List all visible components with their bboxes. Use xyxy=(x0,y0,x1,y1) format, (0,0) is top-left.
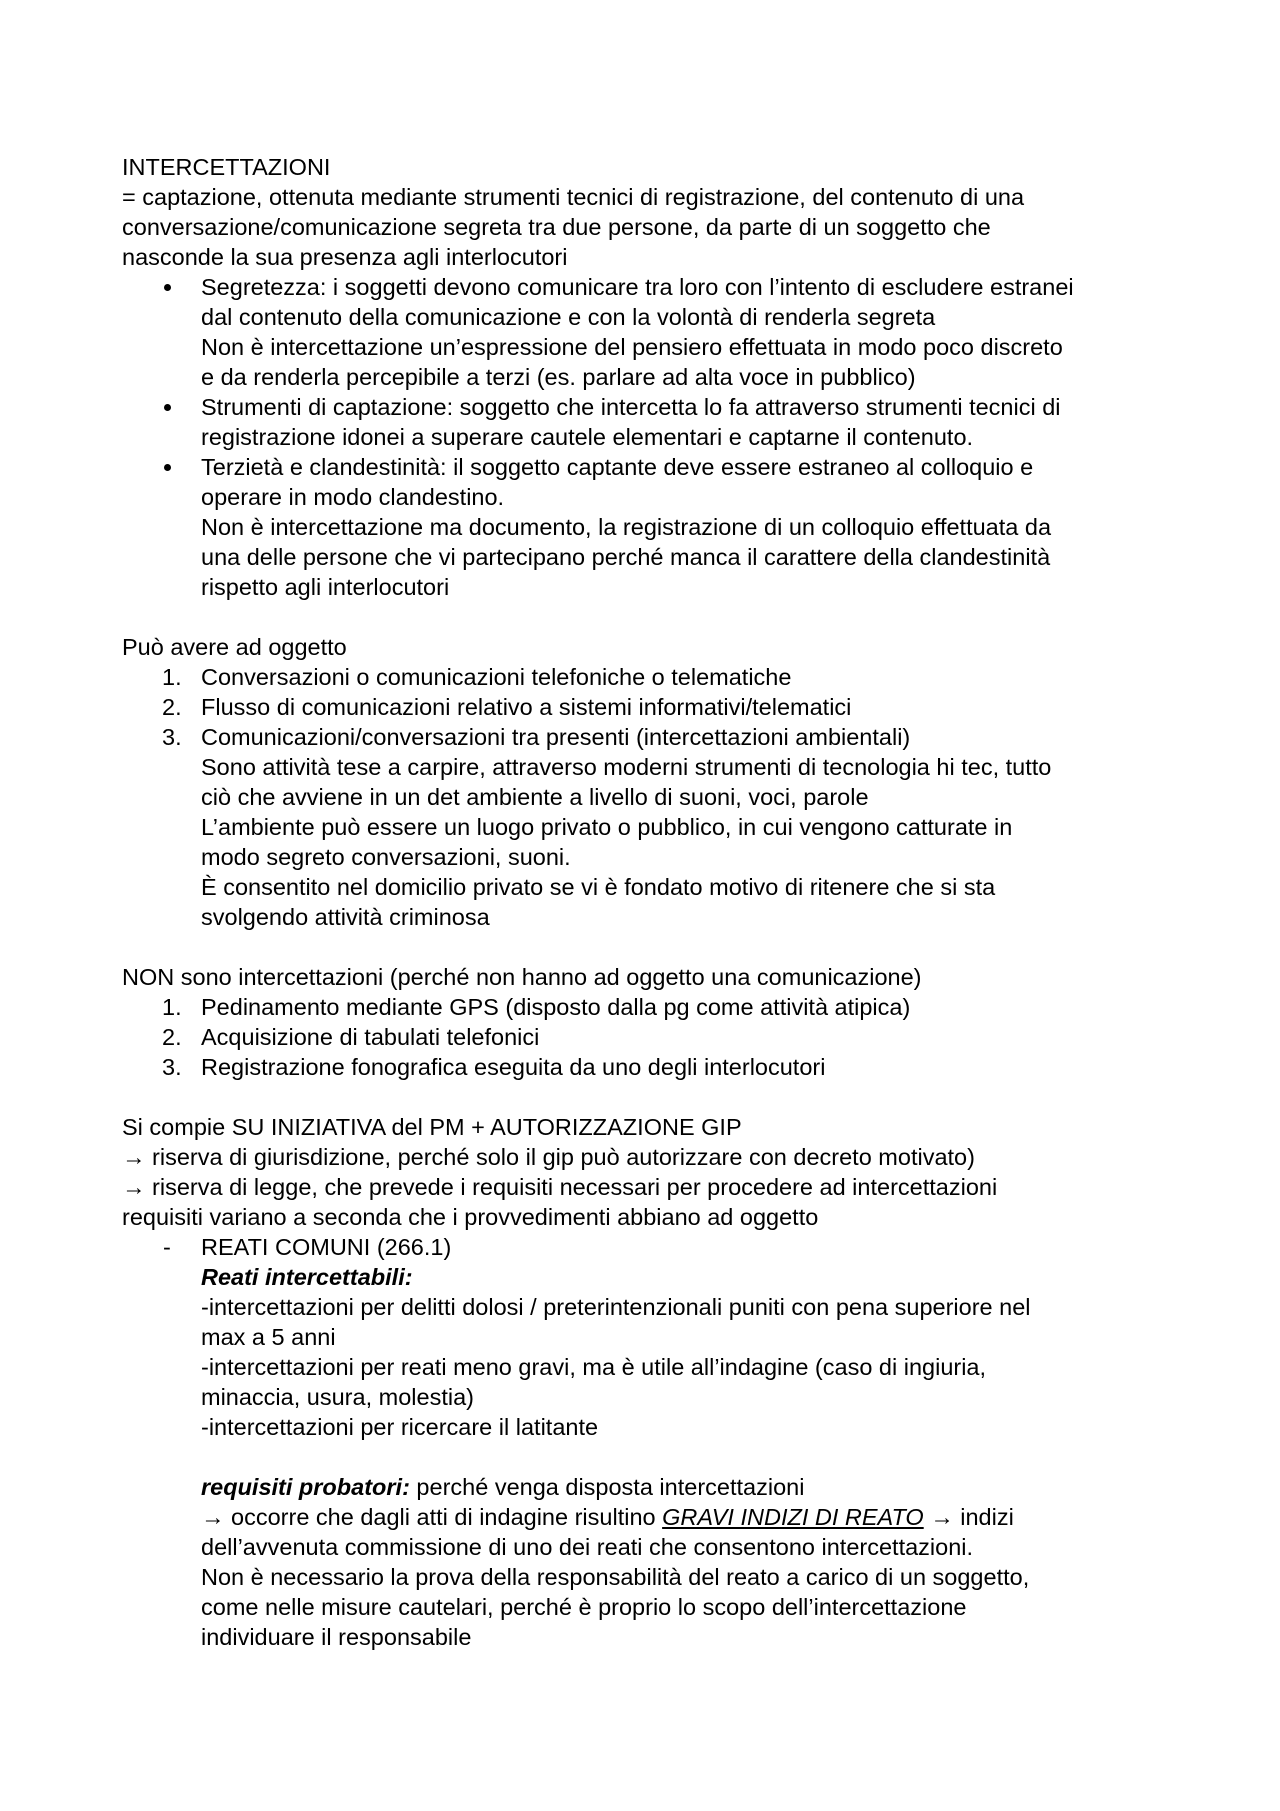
numbered-item xyxy=(122,662,1182,692)
list-line: Sono attività tese a carpire, attraverso moderni strumenti di tecnologia hi tec, tutto xyxy=(201,754,1052,780)
list-number: 3. xyxy=(162,1054,182,1080)
list-number: 1. xyxy=(162,994,182,1020)
dash-marker: - xyxy=(163,1234,171,1260)
bullet-icon xyxy=(164,284,171,291)
list-line: L’ambiente può essere un luogo privato o pubblico, in cui vengono catturate in xyxy=(201,814,1013,840)
paragraph-spacer xyxy=(122,932,1182,962)
numbered-item xyxy=(122,722,1182,932)
reati-line: max a 5 anni xyxy=(201,1324,336,1350)
list-line: ciò che avviene in un det ambiente a livello di suoni, voci, parole xyxy=(201,784,869,810)
list-line: Flusso di comunicazioni relativo a sistemi informativi/telematici xyxy=(201,694,852,720)
list-number: 3. xyxy=(162,724,182,750)
requisiti-line: Non è necessario la prova della responsabilità del reato a carico di un soggetto, xyxy=(201,1564,1030,1590)
list-line: Comunicazioni/conversazioni tra presenti (intercettazioni ambientali) xyxy=(201,724,911,750)
reati-line: -intercettazioni per reati meno gravi, ma è utile all’indagine (caso di ingiuria, xyxy=(201,1354,987,1380)
requisiti-line xyxy=(201,1502,1182,1532)
list-number: 2. xyxy=(162,694,182,720)
bullet-icon xyxy=(164,464,171,471)
list-line: Conversazioni o comunicazioni telefoniche o telematiche xyxy=(201,664,792,690)
list-number: 1. xyxy=(162,664,182,690)
requisiti-line: individuare il responsabile xyxy=(201,1624,472,1650)
bullet-line: registrazione idonei a superare cautele elementari e captarne il contenuto. xyxy=(201,424,974,450)
reati-line: -intercettazioni per ricercare il latitante xyxy=(201,1414,599,1440)
iniziativa-line: → riserva di giurisdizione, perché solo il gip può autorizzare con decreto motivato) xyxy=(122,1144,975,1170)
requisiti-line: come nelle misure cautelari, perché è proprio lo scopo dell’intercettazione xyxy=(201,1594,967,1620)
bullet-line: e da renderla percepibile a terzi (es. parlare ad alta voce in pubblico) xyxy=(201,364,916,390)
iniziativa-line: requisiti variano a seconda che i provvedimenti abbiano ad oggetto xyxy=(122,1204,819,1230)
requisiti-label: requisiti probatori: xyxy=(201,1474,410,1500)
bullet-line: Terzietà e clandestinità: il soggetto captante deve essere estraneo al colloquio e xyxy=(201,454,1034,480)
reati-line: -intercettazioni per delitti dolosi / preterintenzionali puniti con pena superiore nel xyxy=(201,1294,1031,1320)
list-line: Acquisizione di tabulati telefonici xyxy=(201,1024,540,1050)
paragraph-spacer xyxy=(201,1442,1182,1472)
list-line: È consentito nel domicilio privato se vi è fondato motivo di ritenere che si sta xyxy=(201,874,996,900)
bullet-line: Segretezza: i soggetti devono comunicare tra loro con l’intento di escludere estranei xyxy=(201,274,1074,300)
reati-intercettabili-heading: Reati intercettabili: xyxy=(201,1264,413,1290)
definition-line: nasconde la sua presenza agli interlocutori xyxy=(122,244,568,270)
bullet-item-strumenti xyxy=(122,392,1182,452)
dash-item-reati-comuni xyxy=(122,1232,1182,1652)
iniziativa-line: Si compie SU INIZIATIVA del PM + AUTORIZZAZIONE GIP xyxy=(122,1114,742,1140)
bullet-line: dal contenuto della comunicazione e con la volontà di renderla segreta xyxy=(201,304,936,330)
definition-line: = captazione, ottenuta mediante strumenti tecnici di registrazione, del contenuto di una xyxy=(122,184,1025,210)
requisiti-text: → occorre che dagli atti di indagine risultino xyxy=(201,1504,663,1530)
bullet-item-segretezza xyxy=(122,272,1182,392)
requisiti-text: perché venga disposta intercettazioni xyxy=(409,1474,805,1500)
document-page xyxy=(122,152,1182,1652)
iniziativa-line: → riserva di legge, che prevede i requisiti necessari per procedere ad intercettazioni xyxy=(122,1174,998,1200)
document-title: INTERCETTAZIONI xyxy=(122,154,331,180)
section-heading-oggetto: Può avere ad oggetto xyxy=(122,634,347,660)
reati-comuni-heading: REATI COMUNI (266.1) xyxy=(201,1234,452,1260)
numbered-item xyxy=(122,1022,1182,1052)
list-line: modo segreto conversazioni, suoni. xyxy=(201,844,571,870)
requisiti-line: dell’avvenuta commissione di uno dei reati che consentono intercettazioni. xyxy=(201,1534,974,1560)
requisiti-line xyxy=(201,1472,1182,1502)
section-heading-non-sono: NON sono intercettazioni (perché non hanno ad oggetto una comunicazione) xyxy=(122,964,922,990)
bullet-item-terzieta xyxy=(122,452,1182,602)
numbered-item xyxy=(122,1052,1182,1082)
paragraph-spacer xyxy=(122,602,1182,632)
bullet-icon xyxy=(164,404,171,411)
list-line: Pedinamento mediante GPS (disposto dalla pg come attività atipica) xyxy=(201,994,911,1020)
list-number: 2. xyxy=(162,1024,182,1050)
bullet-line: rispetto agli interlocutori xyxy=(201,574,450,600)
paragraph-spacer xyxy=(122,1082,1182,1112)
bullet-line: una delle persone che vi partecipano perché manca il carattere della clandestinità xyxy=(201,544,1051,570)
bullet-line: Strumenti di captazione: soggetto che intercetta lo fa attraverso strumenti tecnici di xyxy=(201,394,1061,420)
numbered-item xyxy=(122,692,1182,722)
numbered-item xyxy=(122,992,1182,1022)
bullet-line: Non è intercettazione ma documento, la registrazione di un colloquio effettuata da xyxy=(201,514,1052,540)
reati-line: minaccia, usura, molestia) xyxy=(201,1384,474,1410)
list-line: svolgendo attività criminosa xyxy=(201,904,490,930)
requisiti-text: → indizi xyxy=(923,1504,1014,1530)
list-line: Registrazione fonografica eseguita da uno degli interlocutori xyxy=(201,1054,826,1080)
bullet-line: Non è intercettazione un’espressione del pensiero effettuata in modo poco discreto xyxy=(201,334,1063,360)
definition-line: conversazione/comunicazione segreta tra due persone, da parte di un soggetto che xyxy=(122,214,991,240)
bullet-line: operare in modo clandestino. xyxy=(201,484,505,510)
gravi-indizi-emphasis: GRAVI INDIZI DI REATO xyxy=(662,1504,924,1530)
